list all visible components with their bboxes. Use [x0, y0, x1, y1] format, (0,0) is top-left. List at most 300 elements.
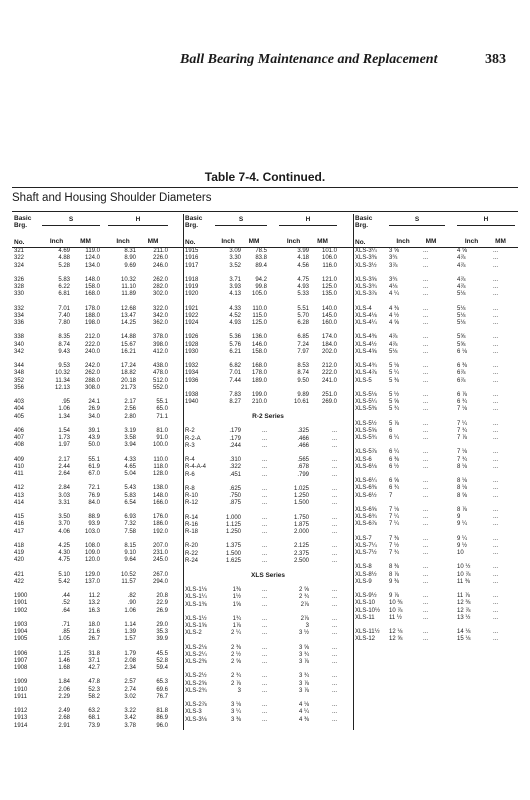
- housing-inch: 6 ⅞: [457, 391, 468, 398]
- shaft-mm: ...: [423, 514, 429, 520]
- table-row: [12, 313, 183, 320]
- bearing-number: XLS-3½: [355, 262, 377, 269]
- housing-mm: 166.0: [152, 499, 168, 506]
- shaft-mm: 189.0: [251, 377, 267, 384]
- bearing-number: XLS-4⅛: [355, 312, 377, 319]
- housing-mm: 65.0: [156, 406, 168, 413]
- table-row: [12, 593, 183, 600]
- bearing-number: XLS-6⅜: [355, 485, 377, 492]
- housing-inch: 13 ½: [457, 614, 471, 621]
- housing-inch: 2 ¾: [298, 594, 309, 601]
- bearing-number: 321: [14, 248, 25, 254]
- bearing-number: 328: [14, 284, 25, 290]
- shaft-inch: 3.70: [58, 521, 70, 528]
- housing-mm: ...: [493, 463, 499, 470]
- shaft-mm: 52.3: [88, 686, 100, 693]
- mm-unit-header: MM: [495, 238, 506, 245]
- bearing-number: XLS-2½: [185, 673, 207, 680]
- table-row: [353, 291, 518, 298]
- column-header: [353, 214, 518, 248]
- table-row: [183, 652, 353, 659]
- shaft-inch: 4.30: [58, 550, 70, 556]
- shaft-mm: 108.0: [84, 542, 100, 549]
- shaft-inch: 3.31: [58, 499, 70, 506]
- row-spacer: [353, 529, 518, 536]
- housing-mm: ...: [331, 435, 337, 442]
- housing-mm: 22.9: [156, 600, 168, 607]
- table-row: [183, 673, 353, 680]
- shaft-inch: 3 ¼: [230, 709, 241, 716]
- housing-inch: 8 ⅛: [457, 485, 468, 492]
- housing-header-rule: [457, 225, 515, 226]
- shaft-inch: 3.52: [229, 262, 241, 269]
- table-row: [12, 723, 183, 730]
- table-row: [183, 334, 353, 341]
- table-row: [12, 529, 183, 536]
- housing-inch: 9.89: [297, 391, 309, 398]
- housing-inch: 6 ⅜: [457, 363, 468, 369]
- row-spacer: [353, 414, 518, 421]
- housing-inch: 14.25: [120, 320, 136, 326]
- shaft-inch: 1.46: [58, 657, 70, 664]
- shaft-inch: 7 ⅛: [389, 506, 400, 513]
- bearing-number: XLS-6⅝: [355, 506, 377, 513]
- row-spacer: [12, 450, 183, 457]
- housing-inch: 9 ¼: [457, 521, 468, 528]
- housing-mm: ...: [493, 334, 499, 341]
- housing-mm: 262.0: [152, 276, 168, 283]
- table-row: [353, 564, 518, 571]
- shaft-inch: 7 ¼: [389, 514, 400, 520]
- bearing-number: 1903: [14, 621, 28, 628]
- row-spacer: [12, 507, 183, 514]
- housing-mm: ...: [331, 543, 337, 550]
- bearing-number: 412: [14, 485, 25, 492]
- shaft-inch: 3 ⅜: [230, 716, 241, 723]
- housing-mm: ...: [493, 550, 499, 556]
- table-row: [12, 521, 183, 528]
- housing-mm: 269.0: [321, 399, 337, 405]
- shaft-inch: 4 ⅝: [389, 320, 400, 326]
- table-row: [353, 579, 518, 586]
- table-row: [183, 594, 353, 601]
- table-row: [183, 392, 353, 399]
- bearing-number: 334: [14, 312, 25, 319]
- table-row: [183, 515, 353, 522]
- table-row: [12, 457, 183, 464]
- housing-inch: 8 ⅞: [457, 506, 468, 513]
- shaft-mm: 55.1: [88, 456, 100, 463]
- housing-inch: 11.57: [121, 578, 136, 585]
- table-row: [12, 464, 183, 471]
- shaft-mm: 63.2: [88, 708, 100, 714]
- shaft-mm: ...: [261, 521, 267, 528]
- shaft-mm: 262.0: [84, 370, 100, 377]
- bearing-number: 404: [14, 406, 25, 413]
- shaft-header-rule: [389, 225, 445, 226]
- table-rows: [12, 248, 183, 730]
- header-divider: [12, 211, 518, 212]
- table-row: [353, 478, 518, 485]
- shaft-inch: 9 ⅜: [389, 578, 400, 585]
- shaft-mm: ...: [261, 500, 267, 507]
- shaft-inch: 1⅝: [232, 601, 241, 608]
- bearing-number: 1910: [14, 686, 28, 693]
- shaft-mm: ...: [261, 442, 267, 449]
- table-panel-1: [12, 214, 183, 730]
- housing-mm: 246.0: [152, 262, 168, 269]
- housing-mm: 35.3: [156, 629, 168, 635]
- shaft-mm: 242.0: [84, 363, 100, 369]
- shaft-mm: ...: [261, 680, 267, 687]
- table-row: [12, 306, 183, 313]
- housing-mm: 26.9: [156, 607, 168, 614]
- shaft-inch: 6 ¼: [389, 449, 400, 456]
- housing-mm: ...: [331, 659, 337, 665]
- shaft-inch: 6 ½: [389, 463, 400, 470]
- shaft-mm: ...: [423, 636, 429, 643]
- shaft-mm: 24.1: [88, 399, 100, 405]
- row-spacer: [12, 565, 183, 572]
- housing-mm: ...: [493, 492, 499, 499]
- table-row: [12, 572, 183, 579]
- bearing-number: XLS-2¾: [185, 687, 207, 694]
- housing-mm: ...: [493, 363, 499, 369]
- bearing-number: XLS-4⅞: [355, 370, 377, 377]
- housing-mm: ...: [331, 644, 337, 651]
- bearing-number: 330: [14, 291, 25, 298]
- panel-divider: [353, 214, 354, 730]
- housing-mm: ...: [331, 428, 337, 435]
- row-spacer: [183, 638, 353, 645]
- table-row: [12, 651, 183, 658]
- shaft-inch: 5.28: [58, 262, 70, 269]
- housing-mm: 174.0: [321, 334, 337, 341]
- bearing-number: XLS-3¼: [355, 248, 377, 254]
- table-row: [12, 543, 183, 550]
- row-spacer: [353, 442, 518, 449]
- shaft-inch: 6.22: [58, 284, 70, 290]
- bearing-number: XLS-4: [355, 305, 372, 312]
- table-row: [353, 485, 518, 492]
- bearing-number: XLS-10: [355, 600, 376, 607]
- housing-inch: 5⅝: [457, 341, 466, 348]
- shaft-mm: ...: [423, 255, 429, 262]
- shaft-inch: 6 ¾: [389, 485, 400, 492]
- shaft-inch: 1½: [232, 594, 241, 601]
- bearing-number: R-6: [185, 471, 195, 478]
- housing-inch: 2.56: [124, 406, 136, 413]
- housing-inch: 10 ½: [457, 564, 471, 571]
- shaft-inch: 6 ⅜: [389, 456, 400, 463]
- housing-inch: 1.500: [293, 500, 309, 507]
- shaft-inch: 1⅞: [232, 623, 241, 629]
- shaft-inch: 4.75: [58, 557, 70, 564]
- housing-inch: 16.21: [120, 348, 136, 355]
- housing-inch: .466: [297, 435, 309, 442]
- shaft-mm: 178.0: [251, 370, 267, 377]
- table-row: [12, 342, 183, 349]
- shaft-inch: 3.93: [229, 284, 241, 290]
- bearing-number: 348: [14, 370, 25, 377]
- shaft-inch: 2.91: [58, 722, 70, 729]
- housing-mm: 211.0: [153, 248, 168, 254]
- housing-inch: 3 ⅞: [298, 680, 309, 687]
- housing-inch: 14.88: [120, 334, 136, 341]
- table-row: [183, 529, 353, 536]
- bearing-number: 403: [14, 399, 25, 405]
- housing-mm: ...: [331, 623, 337, 629]
- bearing-number: 1928: [185, 341, 199, 348]
- shaft-mm: 43.9: [88, 435, 100, 441]
- shaft-inch: 9.43: [58, 348, 70, 355]
- housing-mm: ...: [331, 587, 337, 593]
- housing-inch: 1.025: [293, 485, 309, 492]
- table-row: [183, 378, 353, 385]
- shaft-inch: 7 ⅜: [389, 535, 400, 542]
- housing-inch: .325: [297, 428, 309, 435]
- shaft-mm: 50.0: [88, 442, 100, 449]
- housing-mm: 29.0: [156, 621, 168, 628]
- shaft-inch: 5⅛: [389, 348, 398, 355]
- housing-inch: 9.10: [124, 550, 136, 556]
- table-row: [12, 284, 183, 291]
- shaft-inch: 7: [389, 492, 393, 499]
- shaft-header-rule: [42, 225, 100, 226]
- housing-mm: ...: [493, 571, 499, 578]
- housing-h-header: H: [305, 216, 311, 223]
- bearing-number: 1919: [185, 284, 199, 290]
- table-row: [183, 428, 353, 435]
- shaft-mm: 72.1: [88, 485, 100, 492]
- inch-unit-header: Inch: [116, 238, 130, 245]
- table-row: [183, 493, 353, 500]
- bearing-number: XLS-8: [355, 564, 372, 571]
- housing-mm: ...: [331, 702, 337, 708]
- shaft-mm: ...: [423, 341, 429, 348]
- bearing-number: 326: [14, 276, 25, 283]
- shaft-mm: ...: [261, 557, 267, 564]
- table-row: [183, 457, 353, 464]
- table-row: [12, 320, 183, 327]
- bearing-number: 1916: [185, 255, 199, 262]
- shaft-inch: 2.17: [58, 456, 70, 463]
- row-spacer: [12, 392, 183, 399]
- bearing-number: XLS-9½: [355, 593, 377, 599]
- housing-mm: ...: [331, 514, 337, 521]
- bearing-number: XLS-6⅞: [355, 521, 377, 528]
- bearing-number: 420: [14, 557, 25, 564]
- shaft-mm: 58.2: [88, 693, 100, 700]
- shaft-mm: 148.0: [84, 276, 100, 283]
- row-spacer: [12, 586, 183, 593]
- housing-h-header: H: [483, 216, 489, 223]
- bearing-number: R-2: [185, 428, 195, 435]
- housing-inch: 21.73: [120, 384, 136, 391]
- shaft-mm: ...: [261, 471, 267, 478]
- shaft-mm: 146.0: [251, 341, 267, 348]
- bearing-number: 411: [14, 471, 24, 477]
- housing-inch: 7 ⅞: [457, 435, 468, 441]
- row-spacer: [353, 586, 518, 593]
- shaft-mm: ...: [423, 399, 429, 405]
- shaft-mm: 18.0: [88, 621, 100, 628]
- housing-inch: 2 ⅝: [298, 587, 309, 593]
- table-row: [183, 630, 353, 637]
- housing-mm: 116.0: [322, 262, 337, 269]
- housing-inch: 6.28: [297, 320, 309, 326]
- housing-mm: 121.0: [321, 276, 337, 283]
- bearing-number: XLS-5: [355, 377, 372, 384]
- table-row: [353, 615, 518, 622]
- shaft-inch: .310: [229, 457, 241, 463]
- table-row: [353, 320, 518, 327]
- bearing-number: 352: [14, 377, 25, 384]
- shaft-inch: 4.06: [58, 528, 70, 535]
- shaft-inch: 1⅜: [232, 587, 241, 593]
- bearing-number: XLS-7: [355, 535, 372, 542]
- shaft-inch: 1.125: [225, 521, 241, 528]
- shaft-inch: 6 ⅝: [389, 478, 400, 484]
- row-spacer: [353, 327, 518, 334]
- housing-inch: 1.39: [124, 629, 136, 635]
- housing-inch: 14 ⅛: [457, 629, 471, 635]
- shaft-inch: 1.375: [225, 543, 241, 550]
- shaft-inch: 2.64: [58, 471, 70, 477]
- bearing-number: R-24: [185, 557, 199, 564]
- table-row: [12, 550, 183, 557]
- bearing-number: XLS-1⅜: [185, 601, 207, 608]
- housing-inch: 2.500: [293, 557, 309, 564]
- shaft-mm: ...: [423, 485, 429, 492]
- bearing-number: XLS-3: [185, 709, 202, 716]
- bearing-number: R-20: [185, 543, 199, 550]
- housing-mm: 118.0: [153, 463, 168, 470]
- table-row: [353, 349, 518, 356]
- shaft-inch: 5 ⅞: [389, 420, 400, 427]
- housing-mm: ...: [493, 312, 499, 319]
- housing-mm: ...: [493, 262, 499, 269]
- housing-inch: 8 ⅝: [457, 492, 468, 499]
- bearing-number: 1905: [14, 636, 28, 643]
- row-spacer: [12, 270, 183, 277]
- housing-inch: 11.10: [121, 284, 136, 290]
- row-spacer: [12, 421, 183, 428]
- row-spacer: [183, 479, 353, 486]
- shaft-inch: 4.25: [58, 542, 70, 549]
- shaft-inch: .52: [61, 600, 70, 607]
- bearing-number: XLS-5⅝: [355, 427, 377, 434]
- row-spacer: [183, 609, 353, 616]
- bearing-number: 1911: [14, 693, 27, 700]
- shaft-inch: 7.83: [229, 391, 241, 398]
- housing-mm: ...: [493, 435, 499, 441]
- housing-inch: 3 ½: [298, 630, 309, 637]
- housing-inch: 4.93: [297, 284, 309, 290]
- shaft-mm: 199.0: [251, 391, 267, 398]
- housing-inch: 7 ¾: [457, 456, 468, 463]
- shaft-mm: 89.4: [255, 262, 267, 269]
- shaft-inch: 4⅛: [389, 284, 398, 290]
- housing-mm: ...: [493, 291, 499, 298]
- bearing-label: Brg.: [185, 222, 198, 229]
- table-row: [353, 550, 518, 557]
- bearing-number: XLS-1¼: [185, 594, 207, 601]
- housing-inch: 2.125: [293, 543, 309, 550]
- shaft-inch: 1.68: [58, 665, 70, 671]
- row-spacer: [12, 478, 183, 485]
- shaft-mm: ...: [423, 492, 429, 499]
- shaft-mm: ...: [423, 284, 429, 290]
- bearing-number: 1902: [14, 607, 28, 614]
- housing-mm: 251.0: [321, 391, 337, 398]
- housing-inch: 7 ¾: [457, 427, 468, 434]
- shaft-mm: ...: [261, 709, 267, 716]
- housing-inch: 2.80: [124, 413, 136, 420]
- bearing-number: 415: [14, 514, 25, 520]
- housing-mm: ...: [331, 485, 337, 492]
- bearing-number: 422: [14, 578, 25, 585]
- bearing-number: XLS-3⅞: [355, 291, 377, 298]
- housing-mm: ...: [493, 284, 499, 290]
- housing-mm: ...: [493, 521, 499, 528]
- shaft-inch: 3.71: [229, 276, 241, 283]
- shaft-inch: 6.82: [229, 363, 241, 369]
- shaft-inch: 1.84: [58, 679, 70, 686]
- housing-mm: ...: [493, 636, 499, 643]
- shaft-mm: 47.8: [88, 679, 100, 686]
- shaft-mm: ...: [261, 594, 267, 601]
- shaft-mm: 67.0: [88, 471, 100, 477]
- housing-mm: 212.0: [321, 363, 337, 369]
- table-row: [12, 370, 183, 377]
- bearing-number: 1938: [185, 391, 199, 398]
- table-row: [353, 507, 518, 514]
- housing-inch: 1.06: [124, 607, 136, 614]
- shaft-inch: .322: [229, 464, 241, 471]
- shaft-mm: 68.1: [88, 715, 100, 722]
- housing-mm: 322.0: [152, 305, 168, 312]
- table-row: [353, 370, 518, 377]
- shaft-inch: 12 ⅛: [389, 629, 403, 635]
- shaft-mm: ...: [261, 514, 267, 521]
- bearing-number: 1904: [14, 629, 28, 635]
- shaft-mm: 115.0: [252, 312, 267, 319]
- shaft-inch: 9 ⅞: [389, 593, 400, 599]
- housing-mm: 138.0: [152, 485, 168, 492]
- table-row: [183, 284, 353, 291]
- shaft-inch: 4 ½: [389, 312, 400, 319]
- bearing-number: XLS-11: [355, 614, 375, 621]
- shaft-mm: ...: [423, 348, 429, 355]
- housing-mm: 101.0: [321, 248, 337, 254]
- housing-mm: 86.9: [156, 715, 168, 722]
- shaft-mm: ...: [423, 535, 429, 542]
- housing-inch: 1.750: [293, 514, 309, 521]
- housing-mm: ...: [331, 680, 337, 687]
- table-row: [353, 342, 518, 349]
- bearing-number: XLS-6¼: [355, 478, 377, 484]
- housing-mm: ...: [331, 550, 337, 557]
- shaft-mm: ...: [261, 673, 267, 680]
- row-spacer: [12, 356, 183, 363]
- table-row: [353, 313, 518, 320]
- table-row: [12, 514, 183, 521]
- shaft-inch: 2 ¾: [230, 673, 241, 680]
- shaft-inch: 1.500: [225, 550, 241, 557]
- table-row: [183, 399, 353, 406]
- basic-bearing-header: [355, 215, 381, 246]
